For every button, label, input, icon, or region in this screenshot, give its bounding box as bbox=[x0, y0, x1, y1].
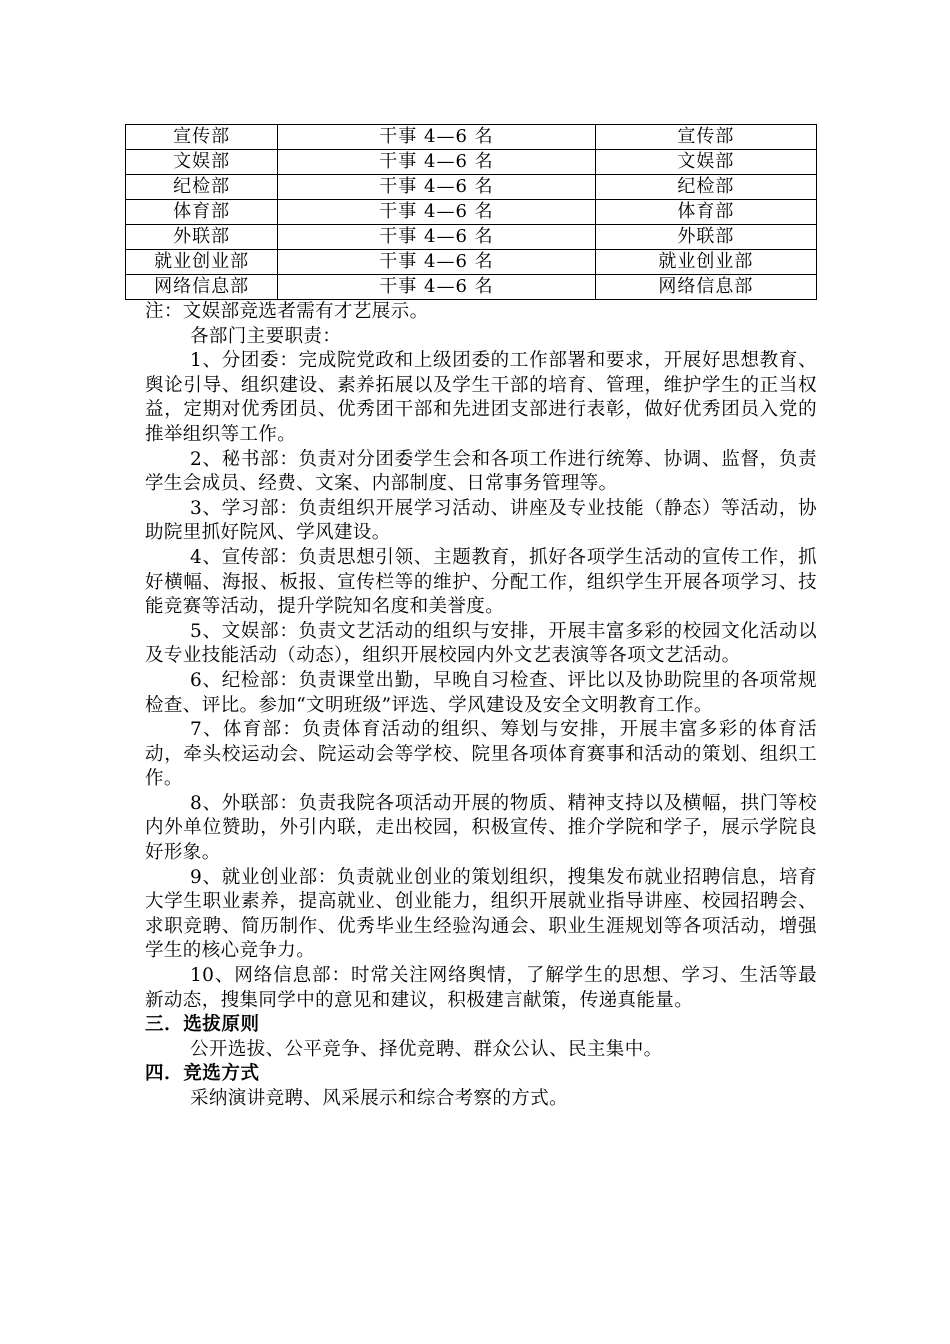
dept-cell: 宣传部 bbox=[126, 125, 278, 150]
quota-cell: 干事 4—6 名 bbox=[278, 175, 595, 200]
duty-paragraph: 1、分团委：完成院党政和上级团委的工作部署和要求，开展好思想教育、舆论引导、组织建设、素养拓展以及学生干部的培育、管理，维护学生的正当权益，定期对优秀团员、优秀团干部和先进团支部进行表彰，做好优秀团员入党的推举组织等工作。 bbox=[145, 350, 817, 445]
table-row bbox=[126, 175, 817, 200]
quota-cell: 干事 4—6 名 bbox=[278, 275, 595, 300]
document-body bbox=[145, 300, 817, 1112]
quota-cell: 干事 4—6 名 bbox=[278, 200, 595, 225]
table-row bbox=[126, 250, 817, 275]
position-cell: 文娱部 bbox=[595, 150, 816, 175]
duty-paragraph: 8、外联部：负责我院各项活动开展的物质、精神支持以及横幅，拱门等校内外单位赞助，外引内联，走出校园，积极宣传、推介学院和学子，展示学院良好形象。 bbox=[145, 792, 817, 864]
duty-paragraph: 5、文娱部：负责文艺活动的组织与安排，开展丰富多彩的校园文化活动以及专业技能活动（动态），组织开展校园内外文艺表演等各项文艺活动。 bbox=[145, 620, 817, 667]
dept-cell: 文娱部 bbox=[126, 150, 278, 175]
section-heading: 四．竞选方式 bbox=[145, 1063, 260, 1085]
section-heading: 三．选拔原则 bbox=[145, 1014, 260, 1036]
table-row bbox=[126, 225, 817, 250]
position-cell: 体育部 bbox=[595, 200, 816, 225]
duty-paragraph: 9、就业创业部：负责就业创业的策划组织，搜集发布就业招聘信息，培育大学生职业素养，提高就业、创业能力，组织开展就业指导讲座、校园招聘会、求职竞聘、简历制作、优秀毕业生经验沟通会、职业生涯规划等各项活动，增强学生的核心竞争力。 bbox=[145, 866, 817, 962]
document-page bbox=[145, 124, 817, 1112]
duty-paragraph: 7、体育部：负责体育活动的组织、筹划与安排，开展丰富多彩的体育活动，牵头校运动会、院运动会等学校、院里各项体育赛事和活动的策划、组织工作。 bbox=[145, 719, 817, 790]
section-body: 公开选拔、公平竞争、择优竞聘、群众公认、民主集中。 bbox=[190, 1038, 663, 1060]
duty-paragraph: 10、网络信息部：时常关注网络舆情，了解学生的思想、学习、生活等最新动态，搜集同学中的意见和建议，积极建言献策，传递真能量。 bbox=[145, 965, 817, 1011]
table-row bbox=[126, 275, 817, 300]
positions-table bbox=[125, 124, 817, 300]
quota-cell: 干事 4—6 名 bbox=[278, 250, 595, 275]
dept-cell: 体育部 bbox=[126, 200, 278, 225]
quota-cell: 干事 4—6 名 bbox=[278, 125, 595, 150]
table-row bbox=[126, 200, 817, 225]
position-cell: 宣传部 bbox=[595, 125, 816, 150]
duties-heading: 各部门主要职责： bbox=[190, 325, 342, 347]
position-cell: 网络信息部 bbox=[595, 275, 816, 300]
position-cell: 外联部 bbox=[595, 225, 816, 250]
dept-cell: 外联部 bbox=[126, 225, 278, 250]
position-cell: 纪检部 bbox=[595, 175, 816, 200]
table-row bbox=[126, 150, 817, 175]
dept-cell: 纪检部 bbox=[126, 175, 278, 200]
quota-cell: 干事 4—6 名 bbox=[278, 150, 595, 175]
dept-cell: 网络信息部 bbox=[126, 275, 278, 300]
duty-paragraph: 2、秘书部：负责对分团委学生会和各项工作进行统筹、协调、监督，负责学生会成员、经费、文案、内部制度、日常事务管理等。 bbox=[145, 448, 817, 495]
duty-paragraph: 4、宣传部：负责思想引领、主题教育，抓好各项学生活动的宣传工作，抓好横幅、海报、板报、宣传栏等的维护、分配工作，组织学生开展各项学习、技能竞赛等活动，提升学院知名度和美誉度。 bbox=[145, 546, 817, 618]
table-row bbox=[126, 125, 817, 150]
quota-cell: 干事 4—6 名 bbox=[278, 225, 595, 250]
note-text: 注：文娱部竞选者需有才艺展示。 bbox=[145, 301, 429, 322]
dept-cell: 就业创业部 bbox=[126, 250, 278, 275]
duty-paragraph: 6、纪检部：负责课堂出勤，早晚自习检查、评比以及协助院里的各项常规检查、评比。参加“文明班级”评选、学风建设及安全文明教育工作。 bbox=[145, 669, 817, 716]
duty-paragraph: 3、学习部：负责组织开展学习活动、讲座及专业技能（静态）等活动，协助院里抓好院风、学风建设。 bbox=[145, 497, 817, 544]
section-body: 采纳演讲竞聘、风采展示和综合考察的方式。 bbox=[190, 1088, 569, 1109]
position-cell: 就业创业部 bbox=[595, 250, 816, 275]
